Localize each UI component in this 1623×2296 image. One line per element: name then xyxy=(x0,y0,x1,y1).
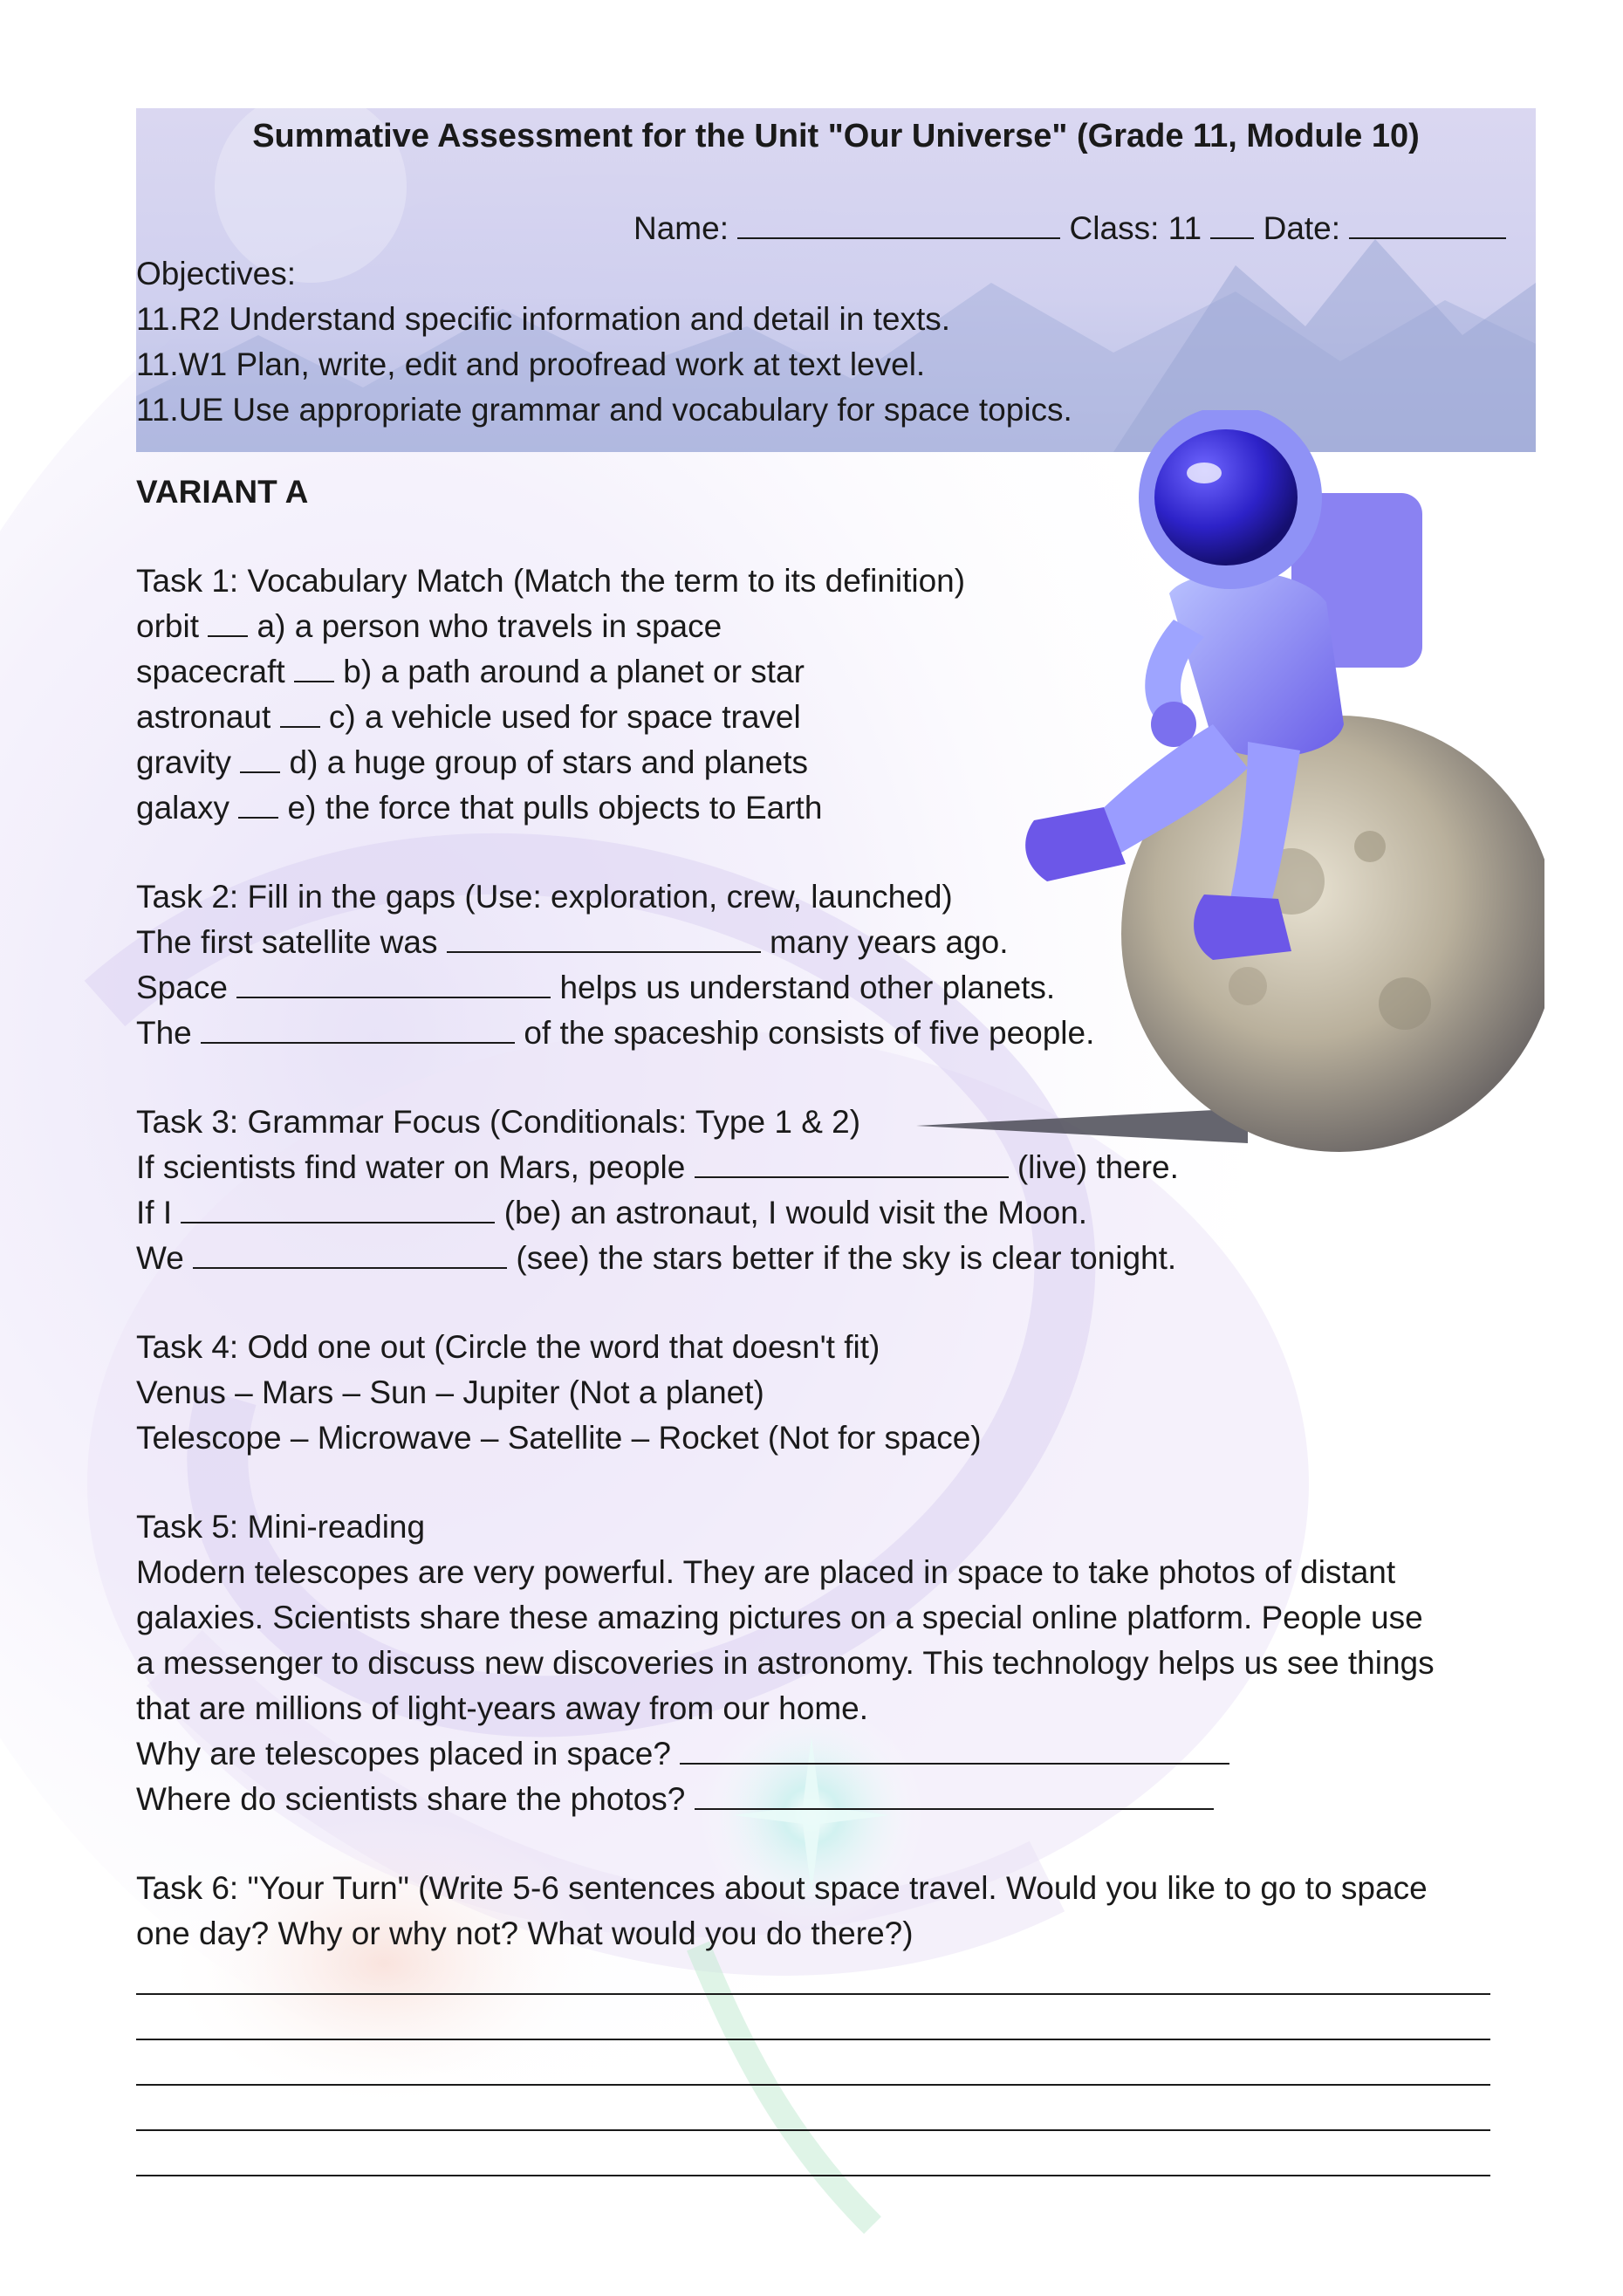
grammar-text-before: If scientists find water on Mars, people xyxy=(136,1149,686,1185)
grammar-answer-field[interactable] xyxy=(695,1150,1009,1178)
task5-heading: Task 5: Mini-reading xyxy=(136,1509,426,1545)
task6-heading: Task 6: "Your Turn" (Write 5-6 sentences about space travel. Would you like to go to space xyxy=(136,1870,1428,1906)
reading-question xyxy=(136,1731,1229,1777)
page-title: Summative Assessment for the Unit "Our Universe" (Grade 11, Module 10) xyxy=(252,118,1420,154)
date-field[interactable] xyxy=(1349,211,1506,239)
gap-answer-field[interactable] xyxy=(236,970,551,998)
objectives-heading: Objectives: xyxy=(136,256,297,291)
match-definition: a) a person who travels in space xyxy=(257,608,722,644)
gap-text-after: helps us understand other planets. xyxy=(559,970,1056,1005)
reading-text-line: Modern telescopes are very powerful. They are placed in space to take photos of distant xyxy=(136,1554,1396,1590)
objective-item: 11.R2 Understand specific information and detail in texts. xyxy=(136,301,951,337)
match-item xyxy=(136,785,822,831)
gap-answer-field[interactable] xyxy=(447,925,761,953)
writing-line[interactable] xyxy=(136,2039,1490,2040)
grammar-item xyxy=(136,1236,1176,1281)
gap-answer-field[interactable] xyxy=(201,1016,515,1044)
grammar-text-after: (live) there. xyxy=(1017,1149,1179,1185)
objective-item: 11.UE Use appropriate grammar and vocabulary for space topics. xyxy=(136,392,1072,428)
gap-text-after: many years ago. xyxy=(770,924,1009,960)
odd-one-out-item[interactable]: Venus – Mars – Sun – Jupiter (Not a planet) xyxy=(136,1374,764,1410)
match-item xyxy=(136,604,722,649)
reading-text-line: a messenger to discuss new discoveries in astronomy. This technology helps us see things xyxy=(136,1645,1435,1681)
task1-heading: Task 1: Vocabulary Match (Match the term to its definition) xyxy=(136,563,966,599)
match-item xyxy=(136,695,801,740)
gap-fill-item xyxy=(136,920,1009,965)
class-field[interactable] xyxy=(1210,211,1254,239)
name-class-date-row xyxy=(633,206,1506,251)
writing-line[interactable] xyxy=(136,2084,1490,2086)
match-item xyxy=(136,649,805,695)
gap-text-before: The first satellite was xyxy=(136,924,438,960)
question-text: Why are telescopes placed in space? xyxy=(136,1736,671,1772)
match-answer-field[interactable] xyxy=(238,791,278,819)
gap-text-before: The xyxy=(136,1015,192,1051)
gap-text-before: Space xyxy=(136,970,228,1005)
match-definition: d) a huge group of stars and planets xyxy=(289,744,809,780)
grammar-text-after: (see) the stars better if the sky is clear tonight. xyxy=(516,1240,1177,1276)
question-text: Where do scientists share the photos? xyxy=(136,1781,686,1817)
grammar-item xyxy=(136,1145,1179,1190)
question-answer-field[interactable] xyxy=(680,1737,1229,1765)
match-term: orbit xyxy=(136,608,199,644)
task3-heading: Task 3: Grammar Focus (Conditionals: Type 1 & 2) xyxy=(136,1104,861,1140)
match-term: spacecraft xyxy=(136,654,285,689)
gap-fill-item xyxy=(136,965,1055,1011)
match-definition: c) a vehicle used for space travel xyxy=(328,699,801,735)
objective-item: 11.W1 Plan, write, edit and proofread work at text level. xyxy=(136,346,926,382)
task6-heading-continued: one day? Why or why not? What would you do there?) xyxy=(136,1916,914,1951)
class-label: Class: 11 xyxy=(1069,210,1202,246)
variant-heading: VARIANT A xyxy=(136,474,309,510)
match-answer-field[interactable] xyxy=(294,655,334,682)
gap-fill-item xyxy=(136,1011,1094,1056)
reading-text-line: galaxies. Scientists share these amazing pictures on a special online platform. People use xyxy=(136,1600,1423,1635)
reading-question xyxy=(136,1777,1214,1822)
match-term: astronaut xyxy=(136,699,271,735)
match-term: gravity xyxy=(136,744,231,780)
odd-one-out-item[interactable]: Telescope – Microwave – Satellite – Rocket (Not for space) xyxy=(136,1420,982,1456)
date-label: Date: xyxy=(1263,210,1341,246)
grammar-item xyxy=(136,1190,1087,1236)
grammar-text-before: We xyxy=(136,1240,184,1276)
gap-text-after: of the spaceship consists of five people. xyxy=(524,1015,1095,1051)
grammar-text-before: If I xyxy=(136,1195,173,1230)
reading-text-line: that are millions of light-years away from our home. xyxy=(136,1690,869,1726)
grammar-text-after: (be) an astronaut, I would visit the Moon. xyxy=(503,1195,1088,1230)
match-answer-field[interactable] xyxy=(208,609,248,637)
name-label: Name: xyxy=(633,210,729,246)
match-definition: e) the force that pulls objects to Earth xyxy=(287,790,823,826)
match-answer-field[interactable] xyxy=(240,745,280,773)
writing-line[interactable] xyxy=(136,2129,1490,2131)
question-answer-field[interactable] xyxy=(695,1782,1214,1810)
match-definition: b) a path around a planet or star xyxy=(343,654,805,689)
grammar-answer-field[interactable] xyxy=(193,1241,507,1269)
task4-heading: Task 4: Odd one out (Circle the word that doesn't fit) xyxy=(136,1329,880,1365)
match-answer-field[interactable] xyxy=(280,700,320,728)
writing-line[interactable] xyxy=(136,1993,1490,1995)
writing-line[interactable] xyxy=(136,2175,1490,2176)
match-term: galaxy xyxy=(136,790,229,826)
name-field[interactable] xyxy=(737,211,1060,239)
task2-heading: Task 2: Fill in the gaps (Use: exploration, crew, launched) xyxy=(136,879,953,915)
match-item xyxy=(136,740,808,785)
grammar-answer-field[interactable] xyxy=(181,1196,495,1223)
